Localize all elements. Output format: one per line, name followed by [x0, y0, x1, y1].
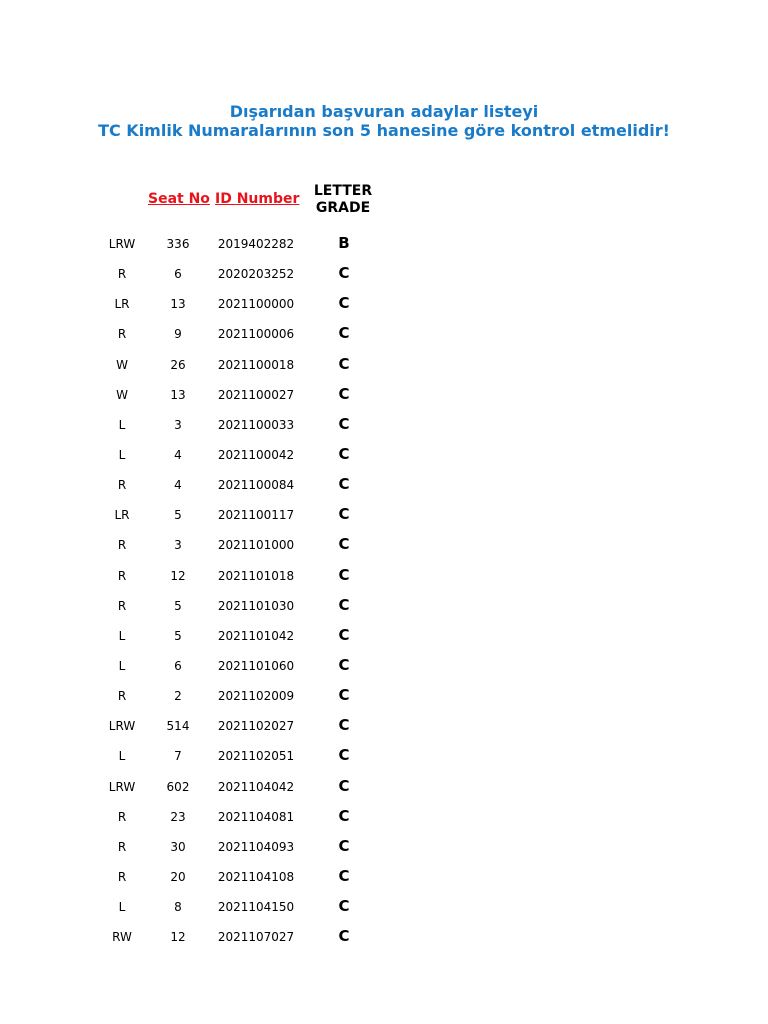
row-seat-no: 12 [170, 930, 186, 945]
row-seat-no: 5 [174, 508, 182, 523]
row-letter-grade: C [338, 475, 350, 494]
row-id-number: 2021100000 [217, 297, 295, 312]
row-section: R [117, 809, 127, 824]
row-section: R [117, 568, 127, 583]
row-id-number: 2021102051 [217, 749, 295, 764]
row-seat-no: 23 [170, 809, 186, 824]
row-section: R [117, 598, 127, 613]
table-row [92, 350, 392, 380]
row-section: R [117, 538, 127, 553]
table-row [92, 681, 392, 711]
row-seat-no: 336 [166, 237, 190, 251]
row-seat-no: 8 [174, 900, 182, 915]
page-title: Dışarıdan başvuran adaylar listeyi [229, 102, 539, 121]
row-letter-grade: C [338, 686, 350, 705]
row-letter-grade: C [338, 505, 350, 524]
row-letter-grade: C [338, 384, 350, 403]
row-seat-no: 2 [174, 689, 182, 704]
row-seat-no: 30 [170, 839, 186, 854]
table-row [92, 229, 392, 259]
row-seat-no: 6 [174, 267, 182, 282]
row-seat-no: 20 [170, 869, 186, 884]
row-seat-no: 7 [174, 749, 182, 764]
table-row [92, 591, 392, 621]
row-section: L [118, 658, 126, 673]
row-seat-no: 514 [166, 719, 190, 734]
row-letter-grade: C [338, 414, 350, 433]
row-seat-no: 12 [170, 568, 186, 583]
row-section: W [116, 387, 128, 402]
row-id-number: 2021101060 [217, 658, 295, 673]
row-letter-grade: C [338, 294, 350, 313]
row-id-number: 2021100027 [217, 387, 295, 402]
row-seat-no: 4 [174, 478, 182, 493]
row-letter-grade: C [338, 836, 350, 855]
row-seat-no: 6 [174, 658, 182, 673]
table-row [92, 922, 392, 952]
table-row [92, 892, 392, 922]
row-letter-grade: C [338, 866, 350, 885]
row-letter-grade: C [338, 746, 350, 765]
row-section: RW [112, 930, 132, 945]
row-id-number: 2021101018 [217, 568, 295, 583]
row-letter-grade: C [338, 444, 350, 463]
row-section: R [117, 839, 127, 854]
row-letter-grade: C [338, 625, 350, 644]
row-section: L [118, 417, 126, 432]
column-header-letter-grade-line2: GRADE [315, 200, 371, 216]
table-row [92, 832, 392, 862]
row-id-number: 2021100084 [217, 478, 295, 493]
row-section: LR [114, 508, 130, 523]
column-header-letter-grade [310, 183, 376, 217]
row-id-number: 2021104150 [217, 900, 295, 915]
row-id-number: 2021104093 [217, 839, 295, 854]
row-id-number: 2021102009 [217, 689, 295, 704]
row-section: W [116, 357, 128, 372]
row-id-number: 2021101030 [217, 598, 295, 613]
row-letter-grade: C [338, 565, 350, 584]
row-id-number: 2021102027 [217, 719, 295, 734]
row-id-number: 2021101042 [217, 628, 295, 643]
row-id-number: 2021104108 [217, 869, 295, 884]
column-header-id-number: ID Number [215, 191, 300, 207]
row-letter-grade: C [338, 535, 350, 554]
row-id-number: 2021107027 [217, 930, 295, 945]
table-row [92, 440, 392, 470]
table-row [92, 259, 392, 289]
row-letter-grade: C [338, 324, 350, 343]
row-section: L [118, 749, 126, 764]
table-row [92, 621, 392, 651]
row-section: LR [114, 297, 130, 312]
row-seat-no: 3 [174, 538, 182, 553]
row-section: L [118, 447, 126, 462]
row-seat-no: 3 [174, 417, 182, 432]
table-row [92, 289, 392, 319]
row-id-number: 2021100042 [217, 447, 295, 462]
table-row [92, 651, 392, 681]
row-section: R [117, 689, 127, 704]
row-seat-no: 13 [170, 387, 186, 402]
row-section: R [117, 327, 127, 342]
row-section: R [117, 478, 127, 493]
row-section: LRW [108, 237, 136, 251]
row-letter-grade: C [338, 264, 350, 283]
row-seat-no: 4 [174, 447, 182, 462]
row-letter-grade: B [338, 234, 350, 252]
row-letter-grade: C [338, 927, 350, 946]
row-section: L [118, 900, 126, 915]
table-row [92, 772, 392, 802]
row-letter-grade: C [338, 897, 350, 916]
row-id-number: 2021101000 [217, 538, 295, 553]
table-row [92, 500, 392, 530]
row-letter-grade: C [338, 354, 350, 373]
table-row [92, 530, 392, 560]
row-id-number: 2019402282 [217, 237, 295, 251]
row-letter-grade: C [338, 776, 350, 795]
row-section: R [117, 267, 127, 282]
page-subtitle: TC Kimlik Numaralarının son 5 hanesine göre kontrol etmelidir! [98, 121, 670, 140]
table-row [92, 380, 392, 410]
row-seat-no: 9 [174, 327, 182, 342]
table-row [92, 410, 392, 440]
row-section: LRW [108, 779, 136, 794]
row-id-number: 2020203252 [217, 267, 295, 282]
row-section: LRW [108, 719, 136, 734]
table-row [92, 470, 392, 500]
row-id-number: 2021100117 [217, 508, 295, 523]
row-letter-grade: C [338, 595, 350, 614]
row-section: R [117, 869, 127, 884]
table-row [92, 862, 392, 892]
row-section: L [118, 628, 126, 643]
row-letter-grade: C [338, 716, 350, 735]
row-seat-no: 5 [174, 598, 182, 613]
table-row [92, 711, 392, 741]
column-header-letter-grade-line1: LETTER [313, 183, 373, 199]
row-id-number: 2021100006 [217, 327, 295, 342]
row-seat-no: 5 [174, 628, 182, 643]
table-row [92, 319, 392, 349]
row-seat-no: 602 [166, 779, 190, 794]
row-seat-no: 26 [170, 357, 186, 372]
row-id-number: 2021104042 [217, 779, 295, 794]
row-id-number: 2021100018 [217, 357, 295, 372]
results-table [92, 229, 392, 952]
row-letter-grade: C [338, 655, 350, 674]
row-letter-grade: C [338, 806, 350, 825]
row-id-number: 2021100033 [217, 417, 295, 432]
table-row [92, 561, 392, 591]
table-row [92, 802, 392, 832]
table-row [92, 741, 392, 771]
column-header-seat-no: Seat No [148, 191, 210, 207]
row-id-number: 2021104081 [217, 809, 295, 824]
row-seat-no: 13 [170, 297, 186, 312]
